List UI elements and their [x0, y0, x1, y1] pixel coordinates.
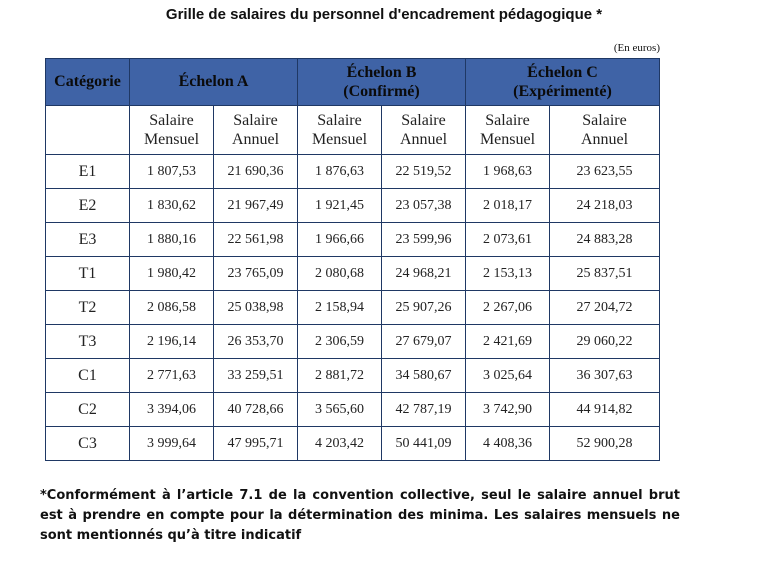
header-echelon-a-label: Échelon A: [178, 73, 249, 90]
header-echelon-b-line2: (Confirmé): [343, 83, 420, 100]
cell-echelon-b-annuel: 23 599,96: [382, 223, 466, 257]
unit-label: (En euros): [613, 42, 660, 54]
cell-echelon-b-mensuel: 2 306,59: [298, 325, 382, 359]
cell-echelon-b-mensuel: 1 921,45: [298, 189, 382, 223]
cell-echelon-b-mensuel: 2 080,68: [298, 257, 382, 291]
cell-echelon-a-mensuel: 2 086,58: [130, 291, 214, 325]
subheader-salaire-text: Salaire: [233, 112, 278, 129]
cell-echelon-c-annuel: 24 218,03: [550, 189, 660, 223]
subheader-a-annuel: [214, 106, 298, 155]
cell-echelon-c-annuel: 27 204,72: [550, 291, 660, 325]
cell-echelon-c-mensuel: 3 025,64: [466, 359, 550, 393]
cell-echelon-b-annuel: 22 519,52: [382, 155, 466, 189]
table-row: [46, 223, 660, 257]
subheader-c-mensuel: [466, 106, 550, 155]
cell-echelon-c-mensuel: 1 968,63: [466, 155, 550, 189]
cell-echelon-b-mensuel: 4 203,42: [298, 427, 382, 461]
cell-echelon-a-mensuel: 1 980,42: [130, 257, 214, 291]
cell-echelon-b-mensuel: 3 565,60: [298, 393, 382, 427]
salary-grid-table: [45, 58, 660, 461]
cell-echelon-c-mensuel: 2 153,13: [466, 257, 550, 291]
cell-echelon-a-annuel: 25 038,98: [214, 291, 298, 325]
subheader-c-annuel: [550, 106, 660, 155]
page-title: Grille de salaires du personnel d'encadrement pédagogique *: [165, 6, 603, 23]
cell-echelon-b-annuel: 25 907,26: [382, 291, 466, 325]
cell-echelon-b-mensuel: 2 158,94: [298, 291, 382, 325]
header-echelon-b-line1: Échelon B: [346, 64, 417, 81]
table-row: [46, 257, 660, 291]
cell-echelon-a-annuel: 22 561,98: [214, 223, 298, 257]
cell-echelon-a-annuel: 21 967,49: [214, 189, 298, 223]
cell-echelon-a-annuel: 40 728,66: [214, 393, 298, 427]
cell-echelon-a-mensuel: 3 999,64: [130, 427, 214, 461]
table-row: [46, 393, 660, 427]
cell-echelon-c-annuel: 44 914,82: [550, 393, 660, 427]
header-row: [46, 59, 660, 106]
cell-echelon-b-mensuel: 1 876,63: [298, 155, 382, 189]
cell-echelon-b-annuel: 50 441,09: [382, 427, 466, 461]
table-row: [46, 427, 660, 461]
cell-echelon-b-annuel: 24 968,21: [382, 257, 466, 291]
header-echelon-b: [298, 59, 466, 106]
cell-echelon-b-mensuel: 1 966,66: [298, 223, 382, 257]
cell-echelon-b-annuel: 23 057,38: [382, 189, 466, 223]
cell-echelon-a-mensuel: 2 771,63: [130, 359, 214, 393]
subheader-mensuel-text: Mensuel: [143, 131, 200, 148]
cell-echelon-c-annuel: 36 307,63: [550, 359, 660, 393]
subheader-salaire-text: Salaire: [149, 112, 194, 129]
cell-echelon-a-mensuel: 2 196,14: [130, 325, 214, 359]
cell-echelon-b-mensuel: 2 881,72: [298, 359, 382, 393]
subheader-a-mensuel: [130, 106, 214, 155]
cell-echelon-a-annuel: 33 259,51: [214, 359, 298, 393]
header-echelon-c-line1: Échelon C: [527, 64, 598, 81]
cell-echelon-a-annuel: 26 353,70: [214, 325, 298, 359]
table-row: [46, 325, 660, 359]
cell-echelon-a-mensuel: 3 394,06: [130, 393, 214, 427]
cell-category: C3: [46, 427, 130, 461]
subheader-annuel-text: Annuel: [231, 131, 280, 148]
subheader-mensuel-text: Mensuel: [479, 131, 536, 148]
cell-echelon-c-annuel: 25 837,51: [550, 257, 660, 291]
cell-category: T1: [46, 257, 130, 291]
header-echelon-c: [466, 59, 660, 106]
cell-category: E1: [46, 155, 130, 189]
cell-category: E3: [46, 223, 130, 257]
subheader-salaire-text: Salaire: [317, 112, 362, 129]
cell-echelon-a-annuel: 23 765,09: [214, 257, 298, 291]
cell-echelon-c-annuel: 23 623,55: [550, 155, 660, 189]
cell-echelon-a-mensuel: 1 830,62: [130, 189, 214, 223]
subheader-row: [46, 106, 660, 155]
cell-category: E2: [46, 189, 130, 223]
cell-category: C2: [46, 393, 130, 427]
header-category: Catégorie: [46, 59, 130, 106]
table-row: [46, 189, 660, 223]
subheader-salaire-text: Salaire: [582, 112, 627, 129]
footnote: *Conformément à l’article 7.1 de la convention collective, seul le salaire annuel brut est à prendre en compte pour la détermination des minima. Les salaires mensuels ne sont mentionnés qu’à titre indicatif: [40, 488, 680, 543]
cell-echelon-c-mensuel: 2 073,61: [466, 223, 550, 257]
cell-category: C1: [46, 359, 130, 393]
cell-echelon-c-annuel: 29 060,22: [550, 325, 660, 359]
cell-echelon-b-annuel: 42 787,19: [382, 393, 466, 427]
header-echelon-a: [130, 59, 298, 106]
cell-echelon-a-annuel: 47 995,71: [214, 427, 298, 461]
cell-category: T3: [46, 325, 130, 359]
subheader-salaire-text: Salaire: [401, 112, 446, 129]
table-row: [46, 155, 660, 189]
cell-echelon-c-annuel: 52 900,28: [550, 427, 660, 461]
cell-echelon-c-mensuel: 4 408,36: [466, 427, 550, 461]
subheader-empty: [46, 106, 130, 155]
cell-echelon-a-mensuel: 1 880,16: [130, 223, 214, 257]
cell-echelon-c-mensuel: 2 018,17: [466, 189, 550, 223]
cell-echelon-c-mensuel: 3 742,90: [466, 393, 550, 427]
cell-echelon-c-annuel: 24 883,28: [550, 223, 660, 257]
subheader-annuel-text: Annuel: [580, 131, 629, 148]
cell-echelon-c-mensuel: 2 267,06: [466, 291, 550, 325]
header-echelon-c-line2: (Expérimenté): [513, 83, 612, 100]
subheader-annuel-text: Annuel: [399, 131, 448, 148]
subheader-salaire-text: Salaire: [485, 112, 530, 129]
cell-echelon-a-mensuel: 1 807,53: [130, 155, 214, 189]
cell-echelon-b-annuel: 27 679,07: [382, 325, 466, 359]
subheader-mensuel-text: Mensuel: [311, 131, 368, 148]
table-row: [46, 359, 660, 393]
cell-category: T2: [46, 291, 130, 325]
subheader-b-annuel: [382, 106, 466, 155]
subheader-b-mensuel: [298, 106, 382, 155]
cell-echelon-b-annuel: 34 580,67: [382, 359, 466, 393]
table-row: [46, 291, 660, 325]
cell-echelon-a-annuel: 21 690,36: [214, 155, 298, 189]
cell-echelon-c-mensuel: 2 421,69: [466, 325, 550, 359]
